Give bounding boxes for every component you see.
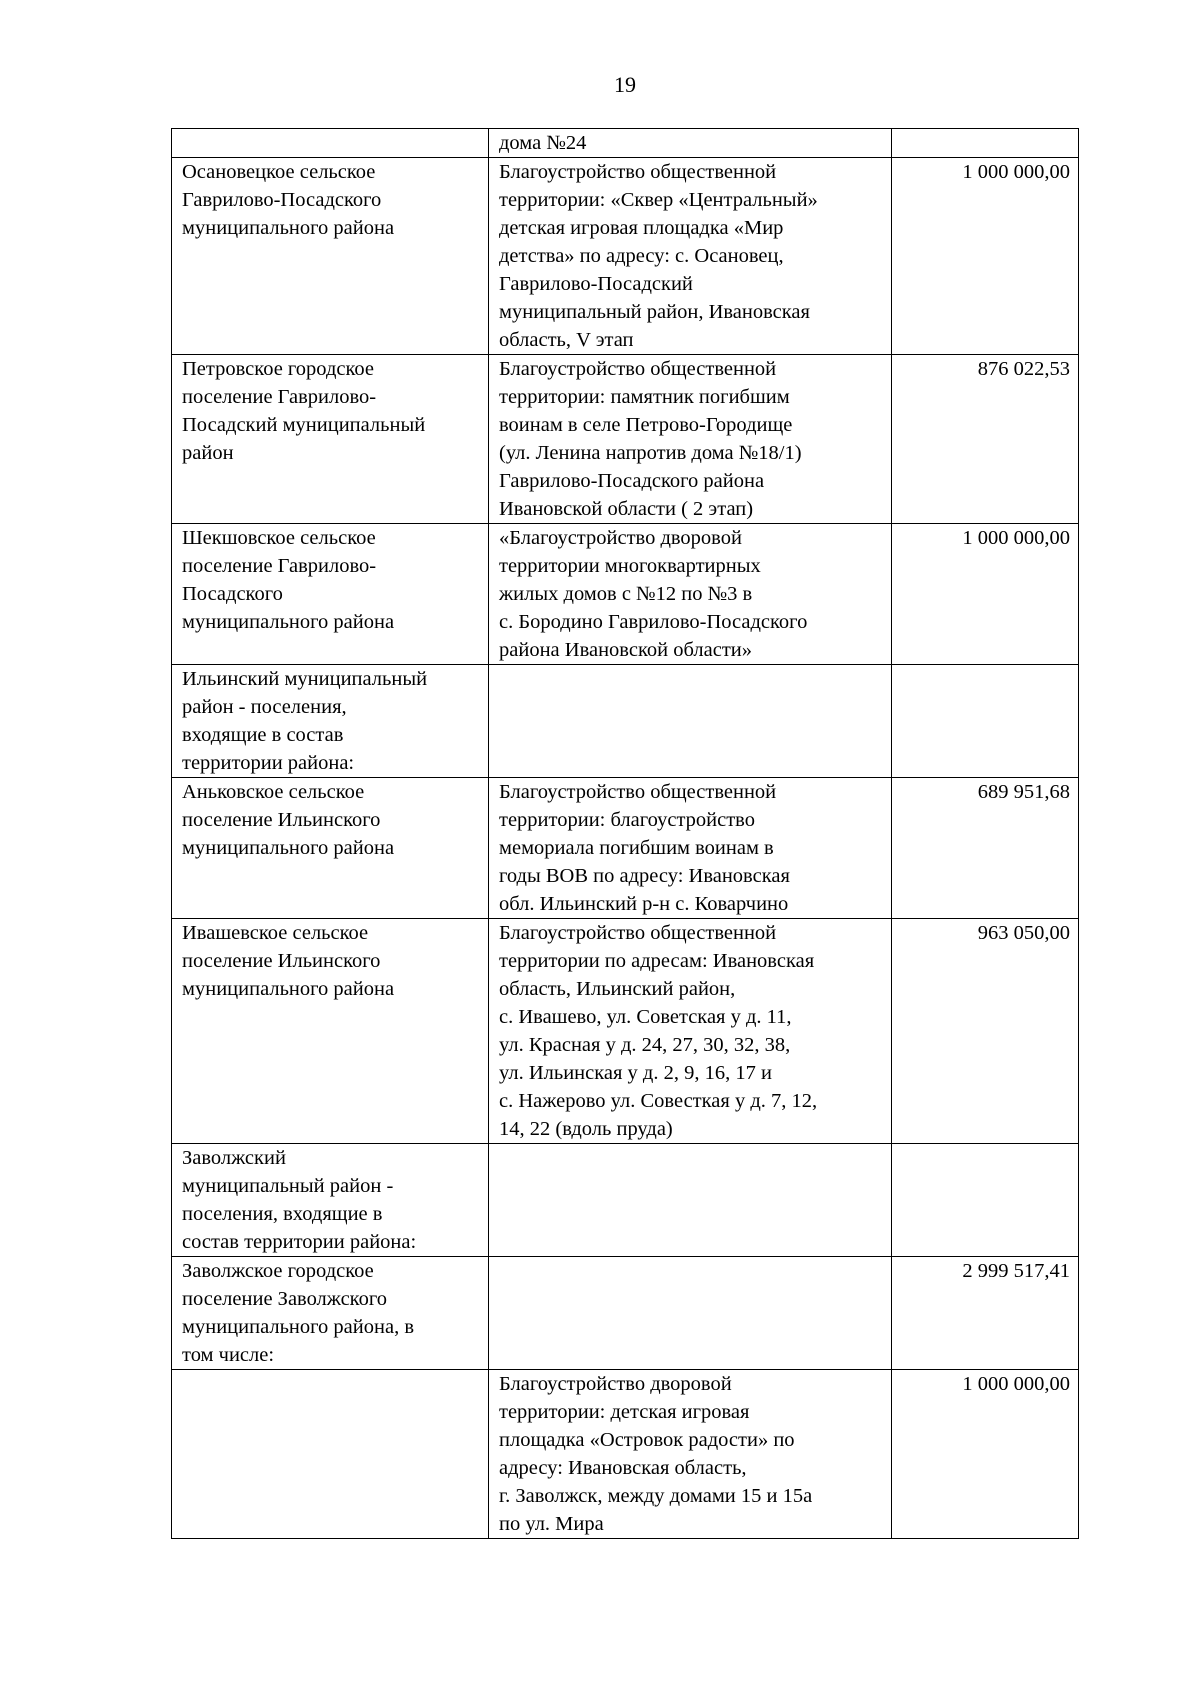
settlement-cell-line: муниципального района	[182, 611, 395, 633]
table-row	[172, 919, 1079, 1144]
settlement-cell-line: Ильинский муниципальный	[182, 668, 428, 690]
description-cell-line: Благоустройство общественной	[499, 358, 777, 380]
settlement-cell-line: Заволжский	[182, 1147, 286, 1169]
settlement-cell	[172, 1144, 489, 1257]
settlement-cell-line: район - поселения,	[182, 696, 347, 718]
amount-cell	[892, 778, 1079, 919]
description-cell-line: территории: «Сквер «Центральный»	[499, 189, 818, 211]
settlement-cell-line: Посадский муниципальный	[182, 414, 426, 436]
settlement-cell-line: муниципальный район -	[182, 1175, 394, 1197]
settlement-cell-line: поселение Ильинского	[182, 950, 381, 972]
description-cell-line: района Ивановской области»	[499, 639, 752, 661]
description-cell	[489, 919, 892, 1144]
description-cell	[489, 524, 892, 665]
description-cell	[489, 129, 892, 158]
description-cell-line: область, Ильинский район,	[499, 978, 736, 1000]
amount-cell	[892, 1370, 1079, 1539]
settlement-cell-line: поселения, входящие в	[182, 1203, 383, 1225]
description-cell-line: область, V этап	[499, 329, 634, 351]
settlement-cell	[172, 1257, 489, 1370]
amount-cell-value: 1 000 000,00	[962, 527, 1070, 549]
amount-cell	[892, 355, 1079, 524]
settlement-cell-line: входящие в состав	[182, 724, 344, 746]
description-cell-line: Ивановской области ( 2 этап)	[499, 498, 754, 520]
description-cell-line: с. Нажерово ул. Совесткая у д. 7, 12,	[499, 1090, 818, 1112]
description-cell-line: Гаврилово-Посадского района	[499, 470, 765, 492]
description-cell-line: детская игровая площадка «Мир	[499, 217, 784, 239]
description-cell-line: Гаврилово-Посадский	[499, 273, 693, 295]
description-cell-line: воинам в селе Петрово-Городище	[499, 414, 793, 436]
settlement-cell-line: Ивашевское сельское	[182, 922, 369, 944]
settlement-cell-line: Петровское городское	[182, 358, 375, 380]
funding-table	[171, 128, 1079, 1539]
settlement-cell-line: Шекшовское сельское	[182, 527, 376, 549]
table-row	[172, 665, 1079, 778]
amount-cell-value: 963 050,00	[977, 922, 1070, 944]
description-cell	[489, 355, 892, 524]
settlement-cell	[172, 778, 489, 919]
table-row	[172, 1257, 1079, 1370]
amount-cell-value: 876 022,53	[977, 358, 1070, 380]
description-cell-line: Благоустройство общественной	[499, 161, 777, 183]
amount-cell	[892, 524, 1079, 665]
amount-cell	[892, 919, 1079, 1144]
amount-cell-value: 689 951,68	[977, 781, 1070, 803]
description-cell-line: площадка «Островок радости» по	[499, 1429, 795, 1451]
description-cell-line: территории по адресам: Ивановская	[499, 950, 815, 972]
settlement-cell-line: Заволжское городское	[182, 1260, 374, 1282]
description-cell-line: Благоустройство общественной	[499, 781, 777, 803]
settlement-cell-line: Гаврилово-Посадского	[182, 189, 382, 211]
settlement-cell	[172, 524, 489, 665]
table-row	[172, 355, 1079, 524]
settlement-cell	[172, 158, 489, 355]
table-row	[172, 158, 1079, 355]
description-cell-line: (ул. Ленина напротив дома №18/1)	[499, 442, 802, 464]
settlement-cell-line: поселение Гаврилово-	[182, 386, 377, 408]
settlement-cell	[172, 355, 489, 524]
table-row	[172, 129, 1079, 158]
amount-cell	[892, 1144, 1079, 1257]
settlement-cell-line: Посадского	[182, 583, 283, 605]
settlement-cell-line: территории района:	[182, 752, 355, 774]
description-cell-line: обл. Ильинский р-н с. Коварчино	[499, 893, 789, 915]
page-number: 19	[614, 72, 636, 97]
settlement-cell-line: муниципального района, в	[182, 1316, 414, 1338]
settlement-cell-line: том числе:	[182, 1344, 275, 1366]
settlement-cell	[172, 1370, 489, 1539]
description-cell-line: территории: благоустройство	[499, 809, 755, 831]
settlement-cell-line: состав территории района:	[182, 1231, 417, 1253]
description-cell-line: Благоустройство общественной	[499, 922, 777, 944]
settlement-cell-line: муниципального района	[182, 978, 395, 1000]
description-cell-line: детства» по адресу: с. Осановец,	[499, 245, 784, 267]
amount-cell	[892, 665, 1079, 778]
description-cell-line: территории: детская игровая	[499, 1401, 750, 1423]
description-cell-line: «Благоустройство дворовой	[499, 527, 742, 549]
settlement-cell-line: район	[182, 442, 234, 464]
description-cell-line: годы ВОВ по адресу: Ивановская	[499, 865, 790, 887]
description-cell	[489, 158, 892, 355]
description-cell-line: по ул. Мира	[499, 1513, 604, 1535]
settlement-cell-line: поселение Ильинского	[182, 809, 381, 831]
amount-cell-value: 1 000 000,00	[962, 1373, 1070, 1395]
description-cell-line: адресу: Ивановская область,	[499, 1457, 747, 1479]
table-row	[172, 524, 1079, 665]
table-row	[172, 1370, 1079, 1539]
description-cell	[489, 1144, 892, 1257]
amount-cell	[892, 129, 1079, 158]
settlement-cell-line: поселение Заволжского	[182, 1288, 387, 1310]
description-cell-line: территории многоквартирных	[499, 555, 761, 577]
settlement-cell-line: поселение Гаврилово-	[182, 555, 377, 577]
amount-cell-value: 2 999 517,41	[962, 1260, 1070, 1282]
description-cell-line: 14, 22 (вдоль пруда)	[499, 1118, 673, 1140]
description-cell-line: с. Ивашево, ул. Советская у д. 11,	[499, 1006, 792, 1028]
description-cell	[489, 1370, 892, 1539]
description-cell-line: ул. Красная у д. 24, 27, 30, 32, 38,	[499, 1034, 791, 1056]
settlement-cell	[172, 665, 489, 778]
description-cell	[489, 665, 892, 778]
description-cell-line: с. Бородино Гаврилово-Посадского	[499, 611, 808, 633]
description-cell-line: территории: памятник погибшим	[499, 386, 790, 408]
settlement-cell-line: Осановецкое сельское	[182, 161, 376, 183]
description-cell-line: дома №24	[499, 132, 587, 154]
description-cell-line: г. Заволжск, между домами 15 и 15а	[499, 1485, 813, 1507]
description-cell-line: Благоустройство дворовой	[499, 1373, 732, 1395]
settlement-cell	[172, 919, 489, 1144]
amount-cell	[892, 158, 1079, 355]
settlement-cell-line: муниципального района	[182, 837, 395, 859]
description-cell-line: жилых домов с №12 по №3 в	[499, 583, 753, 605]
description-cell-line: муниципальный район, Ивановская	[499, 301, 810, 323]
table-row	[172, 778, 1079, 919]
settlement-cell-line: Аньковское сельское	[182, 781, 365, 803]
description-cell-line: ул. Ильинская у д. 2, 9, 16, 17 и	[499, 1062, 772, 1084]
amount-cell-value: 1 000 000,00	[962, 161, 1070, 183]
settlement-cell	[172, 129, 489, 158]
description-cell-line: мемориала погибшим воинам в	[499, 837, 774, 859]
table-body	[172, 129, 1079, 1539]
description-cell	[489, 778, 892, 919]
description-cell	[489, 1257, 892, 1370]
table-row	[172, 1144, 1079, 1257]
settlement-cell-line: муниципального района	[182, 217, 395, 239]
amount-cell	[892, 1257, 1079, 1370]
